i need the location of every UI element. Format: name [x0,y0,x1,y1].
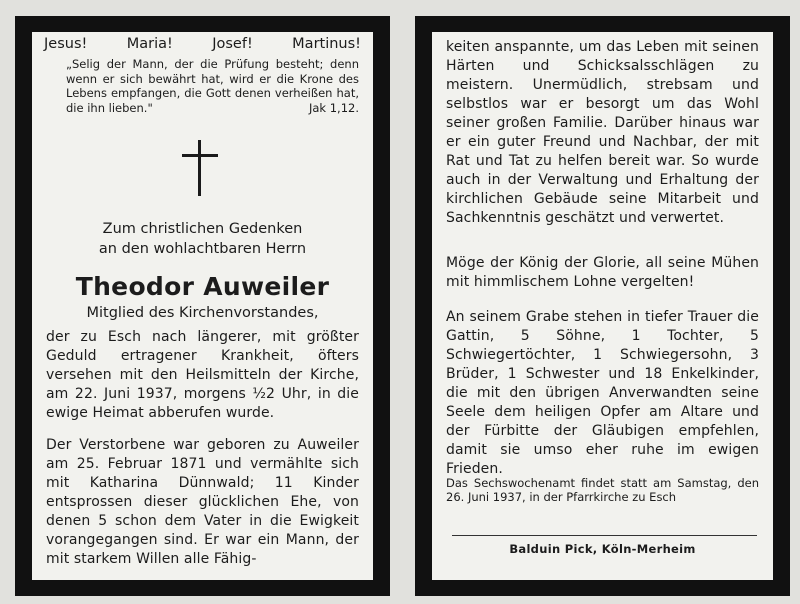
quote-reference: Jak 1,12. [308,100,359,115]
invocation-martinus: Martinus! [292,36,361,52]
memorial-line-1: Zum christlichen Gedenken [102,221,303,237]
deceased-name: Theodor Auweiler [75,272,330,301]
left-page [32,32,373,580]
divider [452,535,757,536]
cross-icon [182,140,218,196]
invocation-maria: Maria! [126,36,173,52]
printer-imprint: Balduin Pick, Köln-Merheim [509,542,696,556]
memorial-line-2: an den wohlachtbaren Herrn [98,241,307,257]
biography-paragraph: Der Verstorbene war geboren zu Auweiler am 25. Februar 1871 und vermählte sich mit Katharina Dünnwald; 11 Kinder entsprossen dieser glücklichen Ehe, von denen 5 schon dem Vater in die Ewigkeit vorangegangen sind. Er war ein Mann, der mit starkem Willen alle Fähig- [46,437,359,567]
mass-announcement: Das Sechswochenamt findet statt am Samstag, den 26. Juni 1937, in der Pfarrkirche zu Esch [446,476,759,504]
invocation-jesus: Jesus! [44,36,88,52]
prayer-paragraph: Möge der König der Glorie, all seine Mühen mit himmlischem Lohne vergelten! [446,255,759,290]
death-paragraph: der zu Esch nach längerer, mit größter Geduld ertragener Krankheit, öfters versehen mit den Heilsmitteln der Kirche, am 22. Juni 1937, morgens ½2 Uhr, in die ewige Heimat abberufen wurde. [46,329,359,421]
left-page-border [15,16,390,596]
scripture-quote [66,57,359,115]
biography-continued: keiten anspannte, um das Leben mit seinen Härten und Schicksalsschlägen zu meistern. Unermüdlich, strebsam und selbstlos war er besorgt um das Wohl seiner großen Familie. Darüber hinaus war er ein guter Freund und Nachbar, der mit Rat und Tat zu helfen bereit war. So wurde auch in der Verwaltung und Erhaltung der kirchlichen Gebäude seine Mitarbeit und Sachkenntnis geschätzt und verwertet. [446,39,759,226]
invocation-line [44,36,361,52]
deceased-role: Mitglied des Kirchenvorstandes, [86,305,319,321]
right-page [432,32,773,580]
invocation-josef: Josef! [212,36,253,52]
quote-text: „Selig der Mann, der die Prüfung besteht; denn wenn er sich bewährt hat, wird er die Krone des Lebens empfangen, die Gott denen verheißen hat, die ihn lieben." [66,57,359,115]
right-page-border [415,16,790,596]
mourners-paragraph: An seinem Grabe stehen in tiefer Trauer die Gattin, 5 Söhne, 1 Tochter, 5 Schwiegertöchter, 1 Schwiegersohn, 3 Brüder, 1 Schwester und 18 Enkelkinder, die mit den übrigen Anverwandten seine Seele dem heiligen Opfer am Altare und der Fürbitte der Gläubigen empfehlen, damit sie umso eher ruhe im ewigen Frieden. [446,309,759,477]
